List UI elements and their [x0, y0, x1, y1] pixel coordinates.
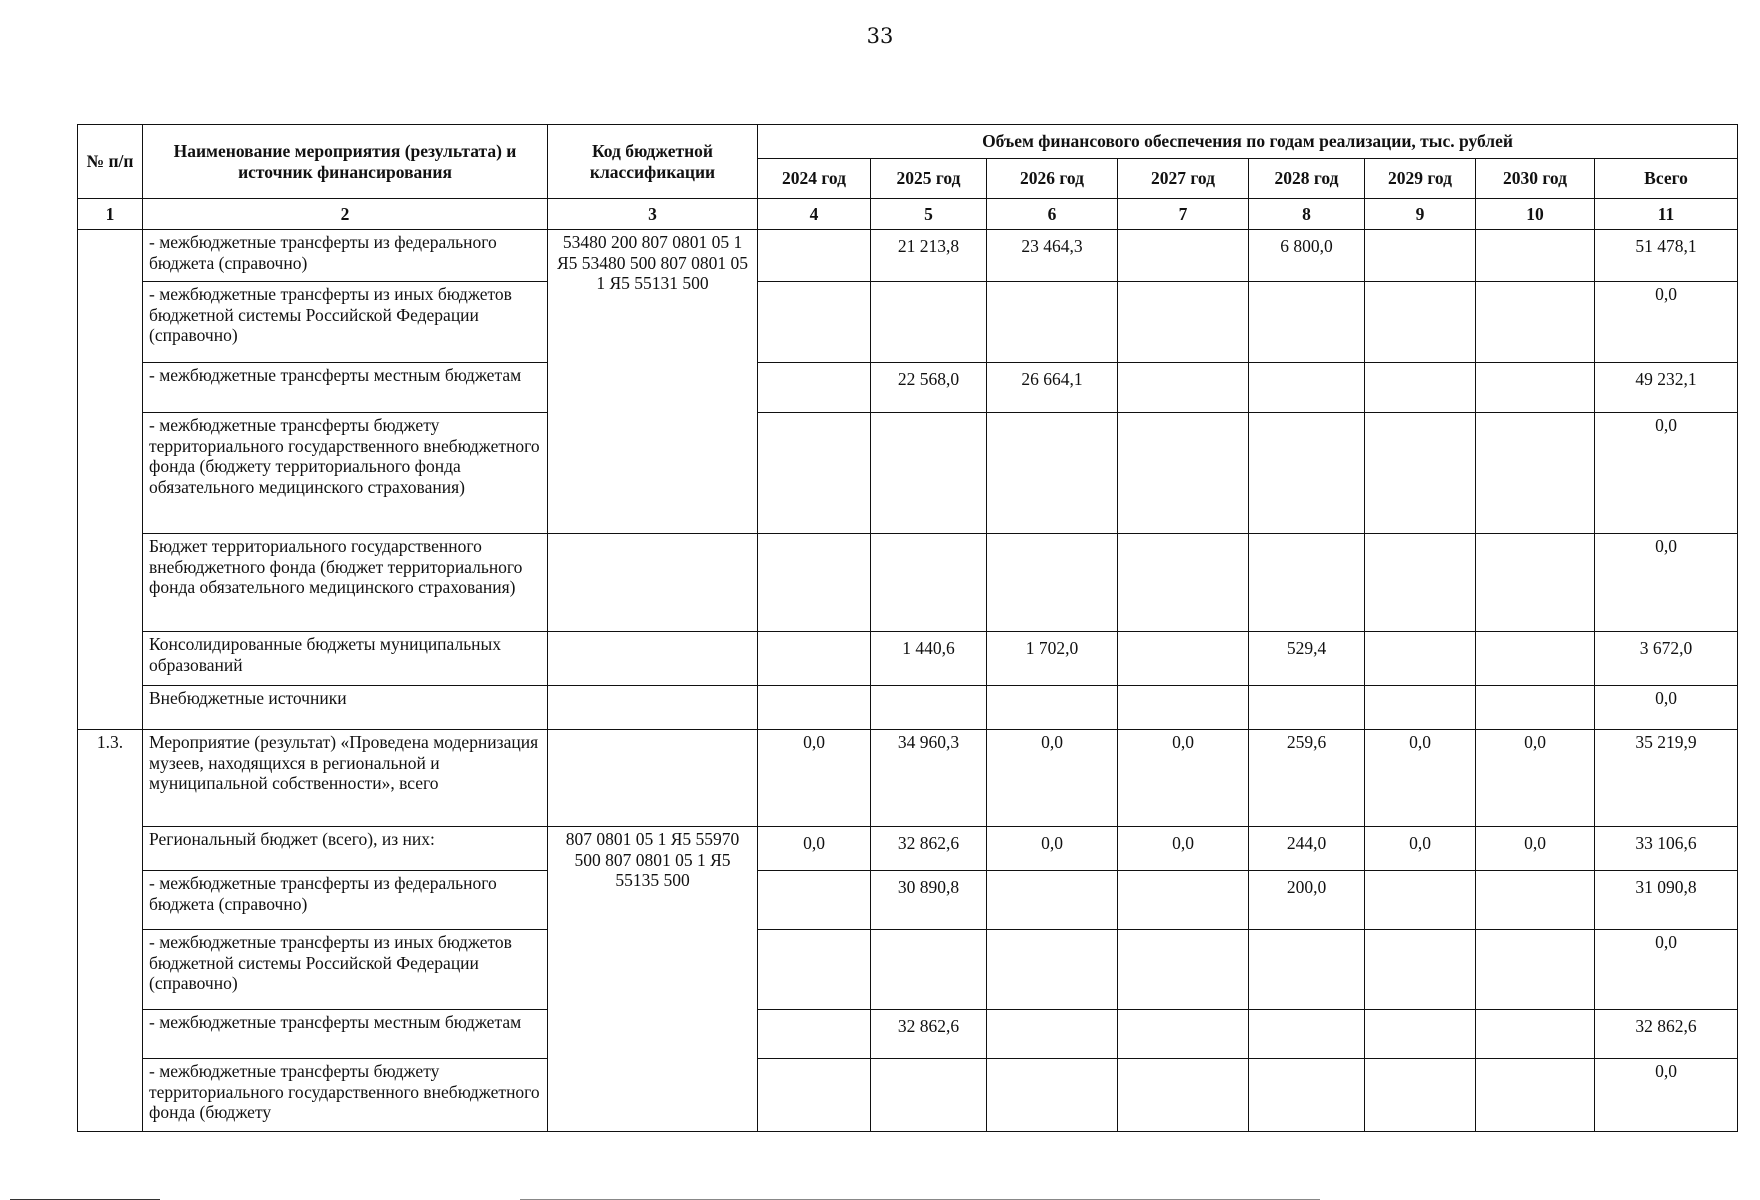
row-name: - межбюджетные трансферты бюджету территориального государственного внебюджетного фонда (бюджету	[143, 1059, 548, 1132]
column-index: 4	[758, 199, 871, 230]
value-cell	[987, 534, 1118, 632]
value-cell: 23 464,3	[987, 230, 1118, 282]
value-cell	[1365, 632, 1476, 686]
column-index: 5	[871, 199, 987, 230]
row-name: - межбюджетные трансферты из федерального бюджета (справочно)	[143, 871, 548, 930]
value-cell	[1476, 534, 1595, 632]
value-cell	[1476, 632, 1595, 686]
page-number: 33	[866, 24, 894, 48]
table-row	[78, 730, 1738, 827]
value-cell: 0,0	[1118, 827, 1249, 871]
value-cell: 200,0	[1249, 871, 1365, 930]
value-cell	[1249, 1010, 1365, 1059]
column-index-row	[78, 199, 1738, 230]
value-cell	[1365, 686, 1476, 730]
row-name: Внебюджетные источники	[143, 686, 548, 730]
value-cell	[1249, 363, 1365, 413]
budget-code-empty	[548, 534, 758, 632]
table-row	[78, 413, 1738, 534]
value-cell	[1476, 871, 1595, 930]
value-cell	[987, 686, 1118, 730]
column-index: 1	[78, 199, 143, 230]
column-index: 7	[1118, 199, 1249, 230]
value-cell	[1365, 930, 1476, 1010]
header-total: Всего	[1595, 159, 1738, 199]
value-cell	[758, 363, 871, 413]
value-cell	[758, 413, 871, 534]
value-cell	[1365, 1010, 1476, 1059]
column-index: 8	[1249, 199, 1365, 230]
row-name: - межбюджетные трансферты местным бюджетам	[143, 1010, 548, 1059]
value-cell	[1365, 282, 1476, 363]
value-cell: 0,0	[1595, 686, 1738, 730]
value-cell: 259,6	[1249, 730, 1365, 827]
value-cell	[758, 632, 871, 686]
value-cell	[1118, 230, 1249, 282]
value-cell	[1476, 363, 1595, 413]
header-year: 2030 год	[1476, 159, 1595, 199]
value-cell: 6 800,0	[1249, 230, 1365, 282]
table-row	[78, 282, 1738, 363]
value-cell	[1118, 871, 1249, 930]
value-cell: 0,0	[758, 730, 871, 827]
table-row	[78, 1010, 1738, 1059]
value-cell	[871, 1059, 987, 1132]
value-cell	[1118, 686, 1249, 730]
value-cell	[758, 534, 871, 632]
header-name: Наименование мероприятия (результата) и источник финансирования	[143, 125, 548, 199]
value-cell	[1365, 363, 1476, 413]
value-cell	[1118, 632, 1249, 686]
value-cell: 33 106,6	[1595, 827, 1738, 871]
value-cell: 0,0	[1595, 1059, 1738, 1132]
row-name: Консолидированные бюджеты муниципальных образований	[143, 632, 548, 686]
row-name: Мероприятие (результат) «Проведена модернизация музеев, находящихся в региональной и муниципальной собственности», всего	[143, 730, 548, 827]
value-cell	[987, 871, 1118, 930]
value-cell	[1476, 1059, 1595, 1132]
value-cell: 30 890,8	[871, 871, 987, 930]
row-number: 1.3.	[78, 730, 143, 1132]
table-row	[78, 827, 1738, 871]
budget-code: 53480 200 807 0801 05 1 Я5 53480 500 807 0801 05 1 Я5 55131 500	[548, 230, 758, 534]
value-cell	[987, 930, 1118, 1010]
header-code: Код бюджетной классификации	[548, 125, 758, 199]
value-cell	[1249, 282, 1365, 363]
column-index: 10	[1476, 199, 1595, 230]
value-cell: 49 232,1	[1595, 363, 1738, 413]
value-cell	[1249, 534, 1365, 632]
value-cell	[1476, 282, 1595, 363]
table-row	[78, 871, 1738, 930]
column-index: 11	[1595, 199, 1738, 230]
value-cell	[758, 686, 871, 730]
value-cell: 244,0	[1249, 827, 1365, 871]
value-cell	[871, 534, 987, 632]
value-cell	[871, 413, 987, 534]
value-cell	[1365, 871, 1476, 930]
value-cell: 3 672,0	[1595, 632, 1738, 686]
value-cell	[987, 1059, 1118, 1132]
budget-code-empty	[548, 632, 758, 686]
value-cell	[1118, 930, 1249, 1010]
row-name: - межбюджетные трансферты местным бюджетам	[143, 363, 548, 413]
value-cell: 32 862,6	[871, 1010, 987, 1059]
column-index: 3	[548, 199, 758, 230]
header-row-1	[78, 125, 1738, 159]
value-cell	[1249, 413, 1365, 534]
value-cell: 21 213,8	[871, 230, 987, 282]
value-cell	[758, 930, 871, 1010]
table-row	[78, 1059, 1738, 1132]
value-cell: 51 478,1	[1595, 230, 1738, 282]
value-cell: 0,0	[1595, 930, 1738, 1010]
value-cell	[1118, 1059, 1249, 1132]
value-cell	[758, 282, 871, 363]
value-cell	[1118, 1010, 1249, 1059]
value-cell	[987, 1010, 1118, 1059]
value-cell: 22 568,0	[871, 363, 987, 413]
value-cell: 0,0	[1365, 730, 1476, 827]
column-index: 2	[143, 199, 548, 230]
value-cell	[758, 1010, 871, 1059]
value-cell	[1249, 1059, 1365, 1132]
value-cell	[871, 930, 987, 1010]
value-cell	[987, 282, 1118, 363]
header-year: 2027 год	[1118, 159, 1249, 199]
row-name: - межбюджетные трансферты из иных бюджетов бюджетной системы Российской Федерации (справочно)	[143, 282, 548, 363]
value-cell	[1249, 930, 1365, 1010]
table-row	[78, 632, 1738, 686]
table-row	[78, 686, 1738, 730]
value-cell: 26 664,1	[987, 363, 1118, 413]
budget-code: 807 0801 05 1 Я5 55970 500 807 0801 05 1 Я5 55135 500	[548, 827, 758, 1132]
value-cell	[1118, 363, 1249, 413]
header-year: 2029 год	[1365, 159, 1476, 199]
value-cell	[1365, 230, 1476, 282]
value-cell	[1476, 413, 1595, 534]
value-cell	[1365, 413, 1476, 534]
value-cell	[1118, 282, 1249, 363]
value-cell: 32 862,6	[1595, 1010, 1738, 1059]
financing-table	[77, 124, 1738, 1132]
value-cell: 35 219,9	[1595, 730, 1738, 827]
value-cell: 1 440,6	[871, 632, 987, 686]
value-cell	[1249, 686, 1365, 730]
value-cell	[758, 1059, 871, 1132]
header-year: 2024 год	[758, 159, 871, 199]
value-cell: 1 702,0	[987, 632, 1118, 686]
header-year: 2028 год	[1249, 159, 1365, 199]
value-cell: 0,0	[1595, 282, 1738, 363]
value-cell: 529,4	[1249, 632, 1365, 686]
budget-code-empty	[548, 686, 758, 730]
header-volume: Объем финансового обеспечения по годам реализации, тыс. рублей	[758, 125, 1738, 159]
value-cell: 34 960,3	[871, 730, 987, 827]
value-cell: 32 862,6	[871, 827, 987, 871]
budget-code-empty	[548, 730, 758, 827]
header-year: 2025 год	[871, 159, 987, 199]
table-row	[78, 930, 1738, 1010]
value-cell	[758, 871, 871, 930]
value-cell: 0,0	[987, 730, 1118, 827]
value-cell	[1118, 534, 1249, 632]
column-index: 6	[987, 199, 1118, 230]
value-cell: 0,0	[1595, 413, 1738, 534]
value-cell	[1476, 930, 1595, 1010]
header-num: № п/п	[78, 125, 143, 199]
value-cell: 0,0	[1476, 730, 1595, 827]
value-cell	[987, 413, 1118, 534]
row-name: - межбюджетные трансферты из федерального бюджета (справочно)	[143, 230, 548, 282]
table-row	[78, 230, 1738, 282]
value-cell: 0,0	[1365, 827, 1476, 871]
value-cell: 0,0	[1476, 827, 1595, 871]
value-cell: 0,0	[1595, 534, 1738, 632]
value-cell: 0,0	[987, 827, 1118, 871]
value-cell	[1476, 230, 1595, 282]
row-number	[78, 230, 143, 730]
row-name: Бюджет территориального государственного внебюджетного фонда (бюджет территориального фонда обязательного медицинского страхования)	[143, 534, 548, 632]
row-name: - межбюджетные трансферты бюджету территориального государственного внебюджетного фонда (бюджету территориального фонда обязательного медицинского страхования)	[143, 413, 548, 534]
value-cell	[1476, 686, 1595, 730]
value-cell	[1365, 534, 1476, 632]
table-row	[78, 534, 1738, 632]
column-index: 9	[1365, 199, 1476, 230]
row-name: Региональный бюджет (всего), из них:	[143, 827, 548, 871]
value-cell	[1476, 1010, 1595, 1059]
value-cell	[758, 230, 871, 282]
value-cell: 0,0	[758, 827, 871, 871]
value-cell: 31 090,8	[1595, 871, 1738, 930]
table-row	[78, 363, 1738, 413]
value-cell	[871, 282, 987, 363]
header-year: 2026 год	[987, 159, 1118, 199]
value-cell	[1118, 413, 1249, 534]
value-cell	[871, 686, 987, 730]
value-cell: 0,0	[1118, 730, 1249, 827]
value-cell	[1365, 1059, 1476, 1132]
row-name: - межбюджетные трансферты из иных бюджетов бюджетной системы Российской Федерации (справочно)	[143, 930, 548, 1010]
